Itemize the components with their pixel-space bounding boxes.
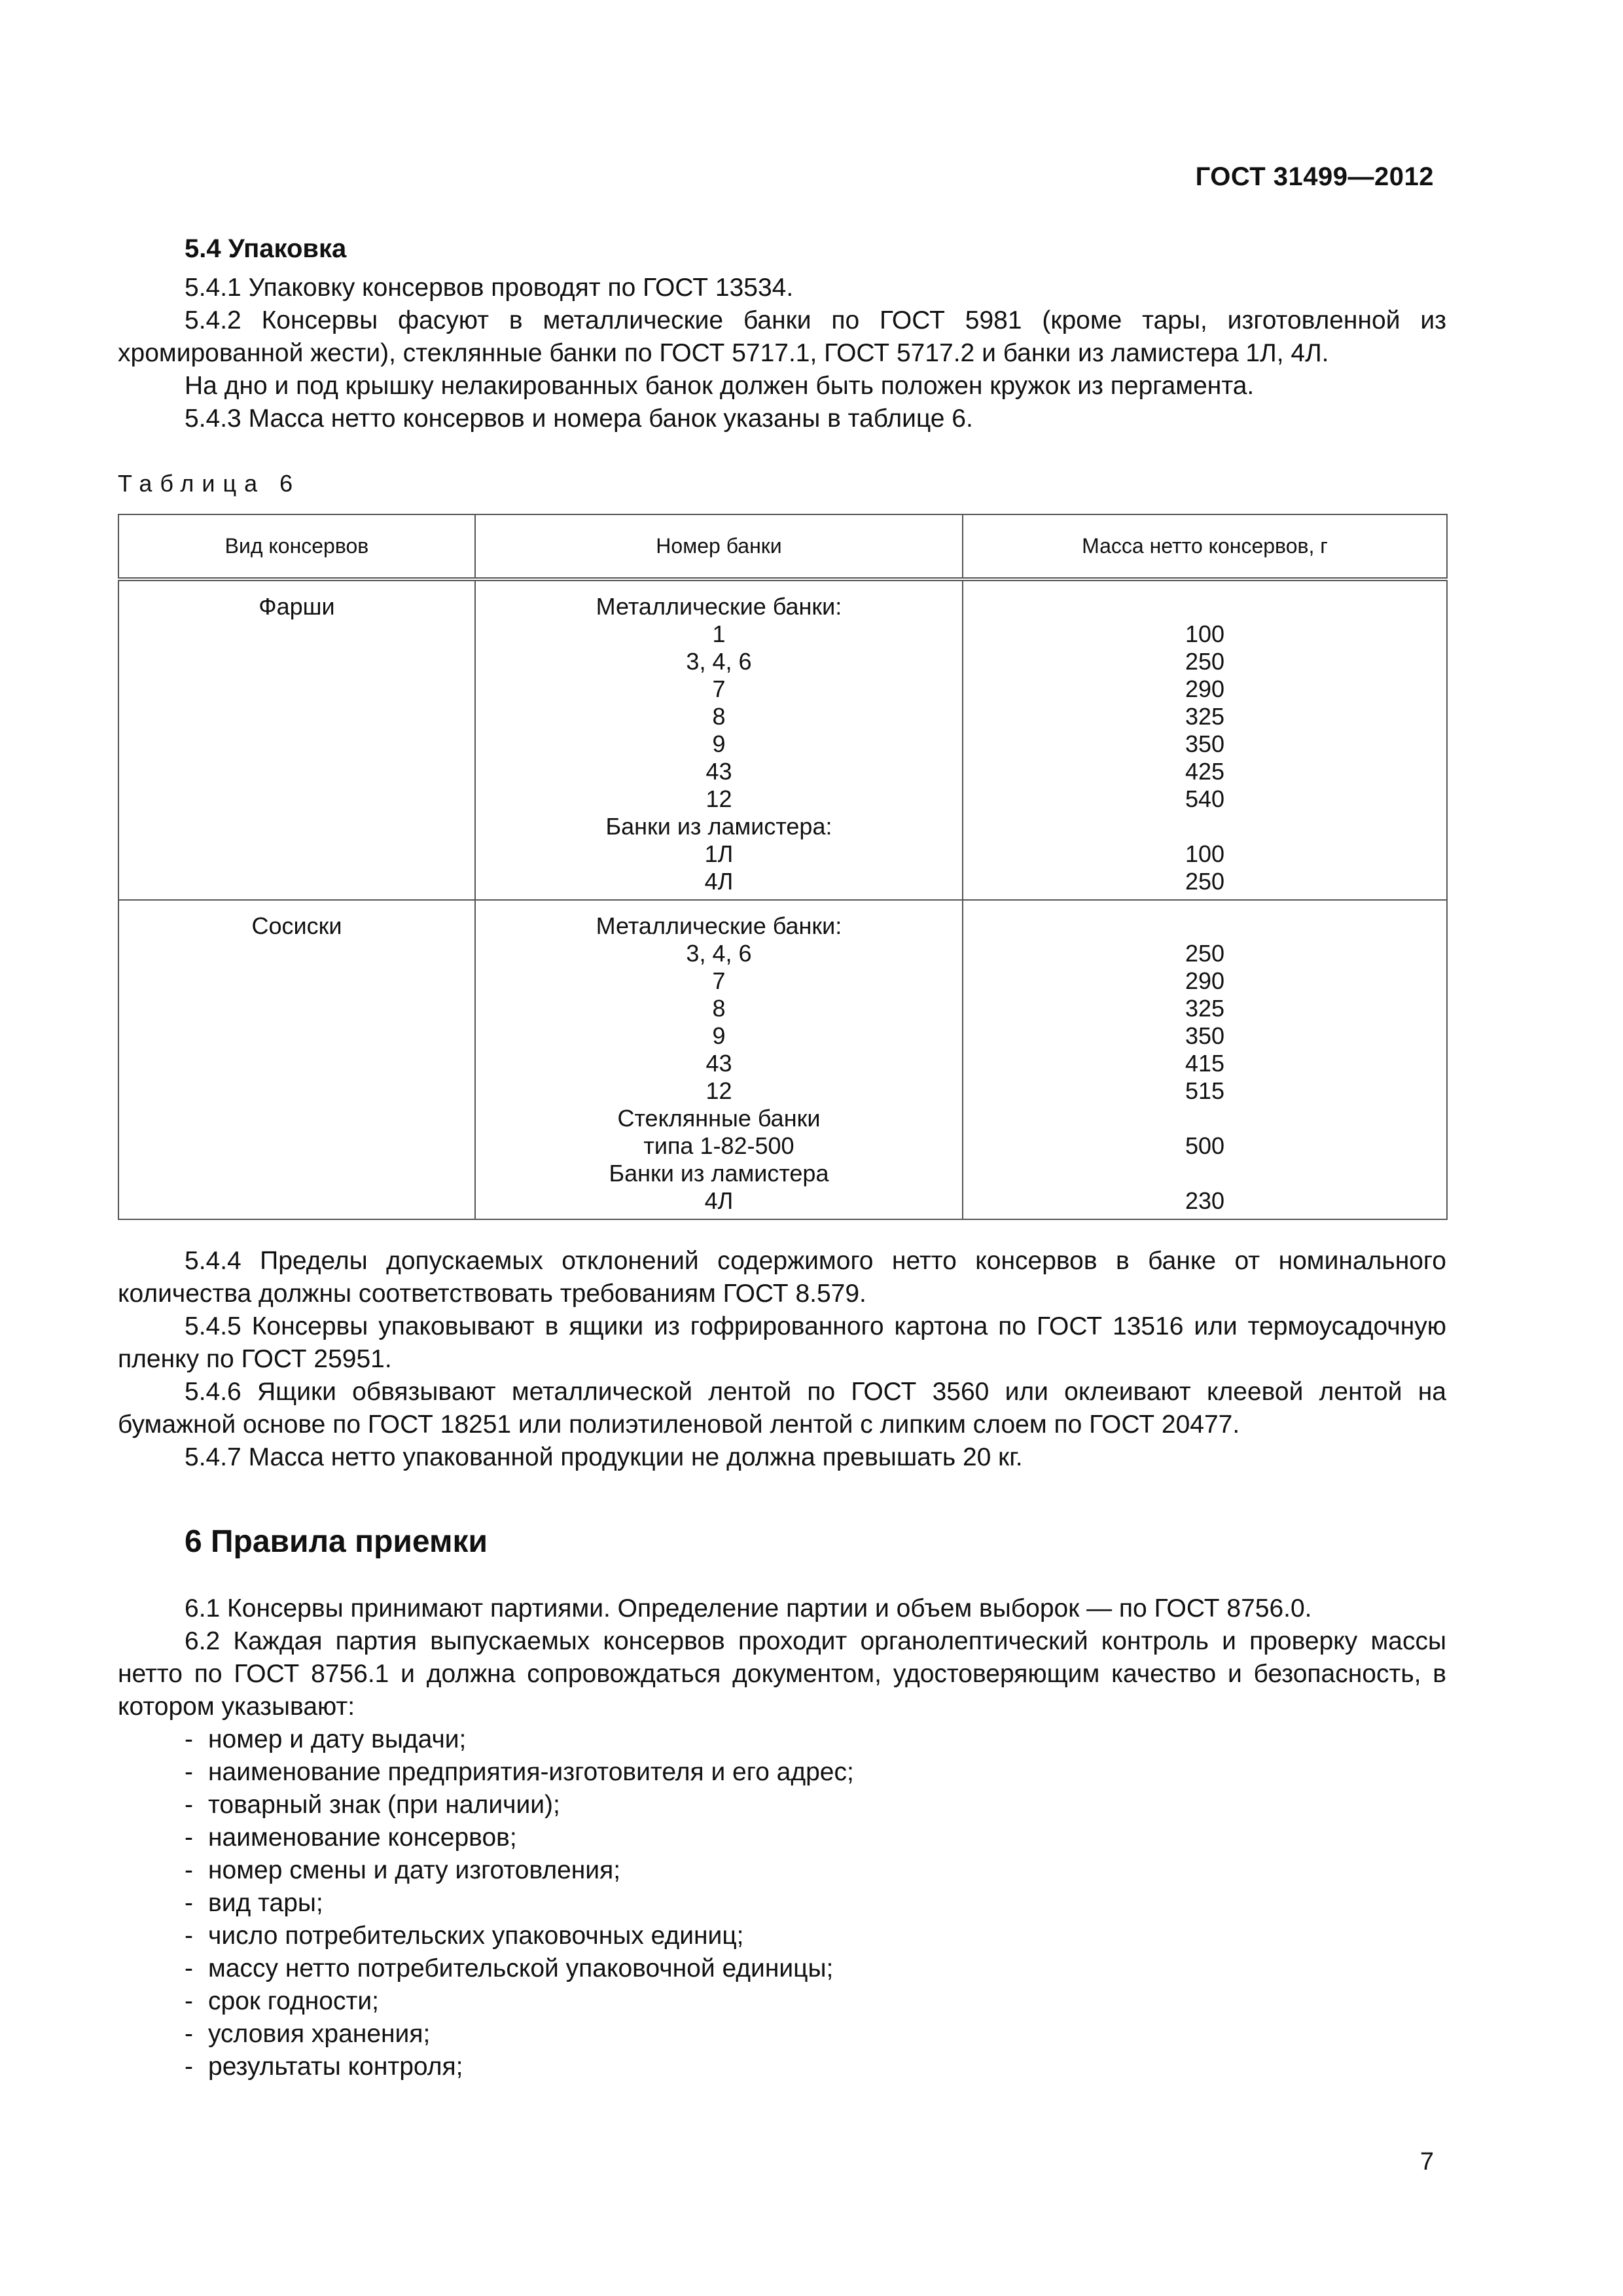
cell-net-mass bbox=[963, 579, 1447, 900]
section-6 bbox=[118, 1592, 1446, 2083]
can-number: 8 bbox=[712, 703, 726, 730]
dash-marker: - bbox=[185, 1725, 193, 1753]
net-mass bbox=[963, 593, 1446, 620]
can-number: 9 bbox=[712, 730, 726, 757]
list-item bbox=[185, 1887, 1446, 1920]
list-item-text: число потребительских упаковочных единиц; bbox=[208, 1922, 744, 1950]
net-mass: 250 bbox=[1185, 940, 1225, 967]
can-number: 7 bbox=[712, 967, 726, 994]
can-number: Металлические банки: bbox=[596, 593, 842, 620]
list-item bbox=[185, 1920, 1446, 1952]
list-item bbox=[185, 1789, 1446, 1821]
net-mass: 425 bbox=[1185, 758, 1225, 785]
column-header: Вид консервов bbox=[118, 514, 475, 579]
dash-marker: - bbox=[185, 1954, 193, 1982]
can-number: 3, 4, 6 bbox=[686, 940, 752, 967]
list-item bbox=[185, 1723, 1446, 1756]
section-title: 5.4 Упаковка bbox=[185, 234, 347, 263]
net-mass: 325 bbox=[1185, 703, 1225, 730]
list-item bbox=[185, 2051, 1446, 2083]
net-mass bbox=[963, 1105, 1446, 1132]
net-mass: 100 bbox=[1185, 620, 1225, 647]
can-number: 1Л bbox=[704, 840, 734, 867]
net-mass: 230 bbox=[1185, 1187, 1225, 1214]
dash-marker: - bbox=[185, 1758, 193, 1786]
can-number: типа 1-82-500 bbox=[643, 1132, 794, 1159]
list-item-text: наименование предприятия-изготовителя и его адрес; bbox=[208, 1758, 854, 1786]
paragraph-5-4-3: 5.4.3 Масса нетто консервов и номера банок указаны в таблице 6. bbox=[185, 404, 973, 433]
dash-marker: - bbox=[185, 1823, 193, 1852]
list-item-text: товарный знак (при наличии); bbox=[208, 1791, 560, 1819]
column-header: Масса нетто консервов, г bbox=[963, 514, 1447, 579]
list-item-text: срок годности; bbox=[208, 1987, 379, 2015]
kind-label: Сосиски bbox=[251, 912, 342, 939]
table-caption: Таблица 6 bbox=[118, 470, 301, 497]
list-item bbox=[185, 1756, 1446, 1789]
list-item bbox=[185, 1854, 1446, 1887]
net-mass bbox=[963, 813, 1446, 840]
dash-marker: - bbox=[185, 1889, 193, 1917]
net-mass: 290 bbox=[1185, 675, 1225, 702]
net-mass: 325 bbox=[1185, 995, 1225, 1022]
can-number: 12 bbox=[705, 1077, 732, 1104]
can-number: 4Л bbox=[704, 868, 734, 895]
document-header: ГОСТ 31499—2012 bbox=[1195, 162, 1434, 191]
net-mass: 250 bbox=[1185, 648, 1225, 675]
kind-label: Фарши bbox=[259, 593, 335, 620]
net-mass bbox=[963, 1160, 1446, 1187]
list-item-text: номер смены и дату изготовления; bbox=[208, 1856, 621, 1884]
can-number: 9 bbox=[712, 1022, 726, 1049]
can-number: 12 bbox=[705, 785, 732, 812]
paragraph-5-4-4: 5.4.4 Пределы допускаемых отклонений содержимого нетто консервов в банке от номинального количества должны соответствовать требованиям ГОСТ 8.579. bbox=[118, 1247, 1446, 1308]
table-header-row bbox=[118, 514, 1447, 579]
list-item bbox=[185, 1821, 1446, 1854]
can-number: Банки из ламистера: bbox=[605, 813, 832, 840]
list-item-text: массу нетто потребительской упаковочной единицы; bbox=[208, 1954, 834, 1982]
dash-marker: - bbox=[185, 2020, 193, 2048]
paragraph-5-4-6: 5.4.6 Ящики обвязывают металлической лентой по ГОСТ 3560 или оклеивают клеевой лентой на бумажной основе по ГОСТ 18251 или полиэтиленовой лентой с липким слоем по ГОСТ 20477. bbox=[118, 1378, 1446, 1439]
paragraph-6-2: 6.2 Каждая партия выпускаемых консервов проходит органолептический контроль и проверку массы нетто по ГОСТ 8756.1 и должна сопровождаться документом, удостоверяющим качество и безопасность, в котором указывают: bbox=[118, 1627, 1446, 1721]
paragraphs-after-table bbox=[118, 1245, 1446, 1474]
dash-marker: - bbox=[185, 1987, 193, 2015]
list-item-text: результаты контроля; bbox=[208, 2053, 463, 2081]
paragraph-5-4-2: 5.4.2 Консервы фасуют в металлические банки по ГОСТ 5981 (кроме тары, изготовленной из хромированной жести), стеклянные банки по ГОСТ 5717.1, ГОСТ 5717.2 и банки из ламистера 1Л, 4Л. bbox=[118, 306, 1446, 367]
net-mass bbox=[963, 912, 1446, 940]
net-mass: 100 bbox=[1185, 840, 1225, 867]
table-6 bbox=[118, 514, 1448, 1220]
list-item-text: условия хранения; bbox=[208, 2020, 431, 2048]
section-6-title: 6 Правила приемки bbox=[185, 1524, 488, 1559]
paragraph-5-4-7: 5.4.7 Масса нетто упакованной продукции не должна превышать 20 кг. bbox=[185, 1443, 1023, 1471]
can-number: Банки из ламистера bbox=[609, 1160, 829, 1187]
can-number: Металлические банки: bbox=[596, 912, 842, 939]
cell-can-numbers bbox=[475, 579, 963, 900]
can-number: 1 bbox=[712, 620, 726, 647]
list-item bbox=[185, 1985, 1446, 2018]
paragraph-6-1: 6.1 Консервы принимают партиями. Определение партии и объем выборок — по ГОСТ 8756.0. bbox=[185, 1594, 1312, 1623]
can-number: 3, 4, 6 bbox=[686, 648, 752, 675]
can-number: 7 bbox=[712, 675, 726, 702]
list-item-text: номер и дату выдачи; bbox=[208, 1725, 467, 1753]
dash-marker: - bbox=[185, 1922, 193, 1950]
paragraph-5-4-1: 5.4.1 Упаковку консервов проводят по ГОСТ 13534. bbox=[185, 274, 794, 302]
list-item-text: вид тары; bbox=[208, 1889, 323, 1917]
can-number: 8 bbox=[712, 995, 726, 1022]
net-mass: 350 bbox=[1185, 1022, 1225, 1049]
dash-marker: - bbox=[185, 1791, 193, 1819]
net-mass: 250 bbox=[1185, 868, 1225, 895]
cell-net-mass bbox=[963, 900, 1447, 1219]
paragraph-5-4-5: 5.4.5 Консервы упаковывают в ящики из гофрированного картона по ГОСТ 13516 или термоусадочную пленку по ГОСТ 25951. bbox=[118, 1312, 1446, 1373]
section-5-4 bbox=[118, 232, 1446, 435]
table-row bbox=[118, 900, 1447, 1219]
table-row bbox=[118, 579, 1447, 900]
can-number: 4Л bbox=[704, 1187, 734, 1214]
cell-can-numbers bbox=[475, 900, 963, 1219]
net-mass: 540 bbox=[1185, 785, 1225, 812]
list-item bbox=[185, 1952, 1446, 1985]
cell-kind bbox=[118, 579, 475, 900]
requirements-list bbox=[118, 1723, 1446, 2083]
dash-marker: - bbox=[185, 1856, 193, 1884]
list-item-text: наименование консервов; bbox=[208, 1823, 517, 1852]
cell-kind bbox=[118, 900, 475, 1219]
page-number: 7 bbox=[1419, 2148, 1434, 2176]
column-header: Номер банки bbox=[475, 514, 963, 579]
can-number: 43 bbox=[705, 1050, 732, 1077]
net-mass: 290 bbox=[1185, 967, 1225, 994]
net-mass: 515 bbox=[1185, 1077, 1225, 1104]
dash-marker: - bbox=[185, 2053, 193, 2081]
can-number: 43 bbox=[705, 758, 732, 785]
can-number: Стеклянные банки bbox=[617, 1105, 821, 1132]
paragraph-5-4-2-cont: На дно и под крышку нелакированных банок должен быть положен кружок из пергамента. bbox=[185, 372, 1255, 400]
net-mass: 500 bbox=[1185, 1132, 1225, 1159]
list-item bbox=[185, 2018, 1446, 2051]
net-mass: 350 bbox=[1185, 730, 1225, 757]
net-mass: 415 bbox=[1185, 1050, 1225, 1077]
